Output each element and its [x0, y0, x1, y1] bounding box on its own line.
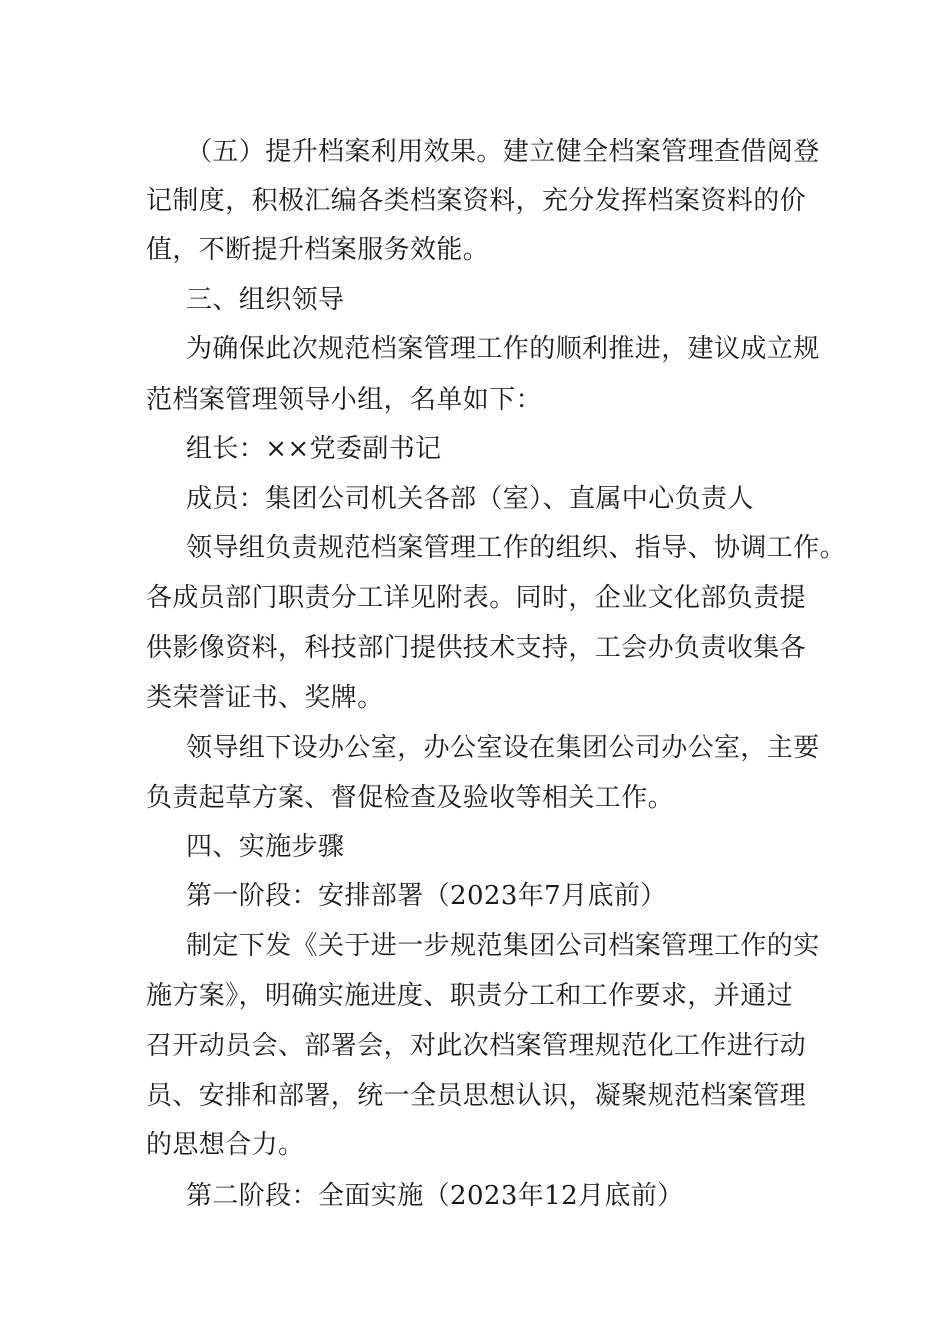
section-heading: 四、实施步骤	[186, 832, 345, 862]
paragraph-line: 各成员部门职责分工详见附表。同时，企业文化部负责提	[146, 583, 807, 613]
paragraph-line: 的思想合力。	[146, 1130, 305, 1160]
paragraph-line: 施方案》，明确实施进度、职责分工和工作要求，并通过	[146, 981, 794, 1011]
subsection-heading: 第二阶段：全面实施（2023年12月底前）	[186, 1181, 684, 1211]
paragraph-line: 领导组负责规范档案管理工作的组织、指导、协调工作。	[186, 533, 847, 563]
paragraph-line: 范档案管理领导小组，名单如下：	[146, 385, 543, 415]
subsection-heading: 第一阶段：安排部署（2023年7月底前）	[186, 881, 667, 911]
paragraph-line: 类荣誉证书、奖牌。	[146, 683, 384, 713]
paragraph-line: 值，不断提升档案服务效能。	[146, 235, 490, 265]
paragraph-line: 为确保此次规范档案管理工作的顺利推进，建议成立规	[186, 334, 820, 364]
paragraph-line: 制定下发《关于进一步规范集团公司档案管理工作的实	[186, 931, 820, 961]
paragraph-line: 员、安排和部署，统一全员思想认识，凝聚规范档案管理	[146, 1081, 807, 1111]
paragraph-line: 负责起草方案、督促检查及验收等相关工作。	[146, 783, 675, 813]
paragraph-line: 召开动员会、部署会，对此次档案管理规范化工作进行动	[146, 1031, 807, 1061]
paragraph-line: 记制度，积极汇编各类档案资料，充分发挥档案资料的价	[146, 186, 807, 216]
section-heading: 三、组织领导	[186, 285, 345, 315]
paragraph-line: 组长：××党委副书记	[186, 434, 442, 464]
paragraph-line: 成员：集团公司机关各部（室）、直属中心负责人	[186, 484, 754, 514]
paragraph-line: （五）提升档案利用效果。建立健全档案管理查借阅登	[186, 137, 820, 167]
paragraph-line: 领导组下设办公室，办公室设在集团公司办公室，主要	[186, 733, 820, 763]
paragraph-line: 供影像资料，科技部门提供技术支持，工会办负责收集各	[146, 633, 807, 663]
